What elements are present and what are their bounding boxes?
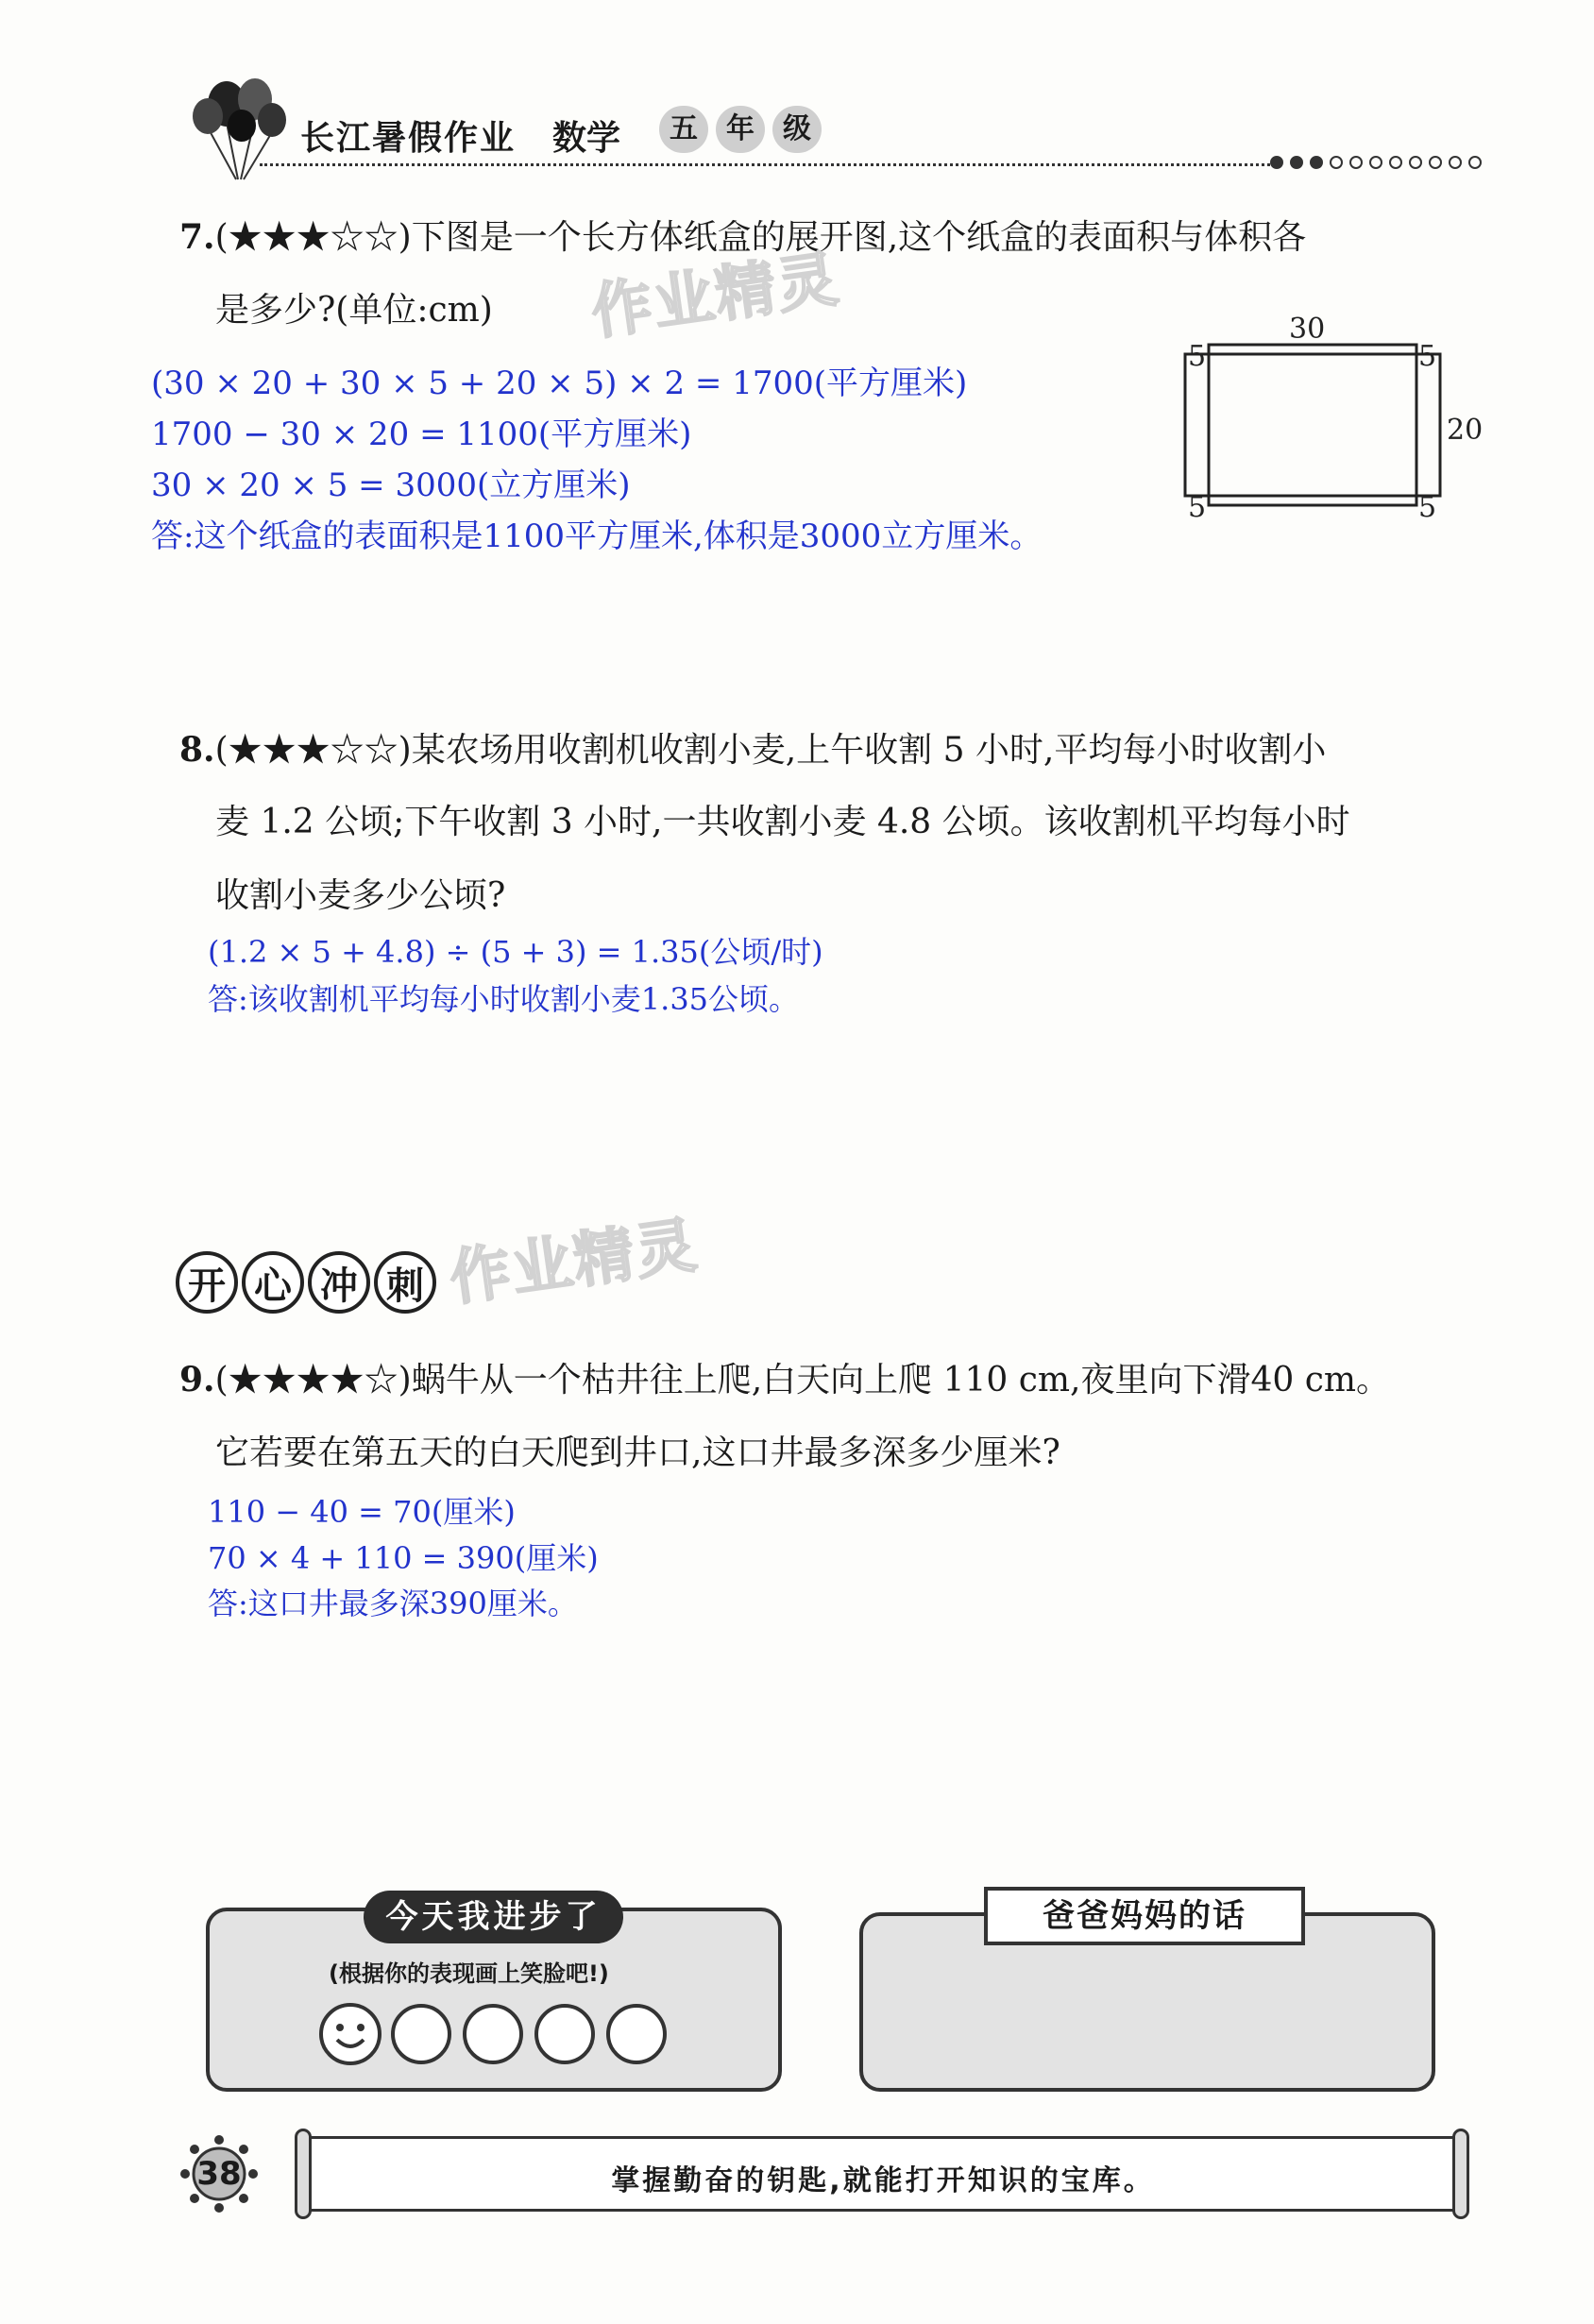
answer-line: 答:这口井最多深390厘米。	[208, 1586, 578, 1621]
progress-hint: (根据你的表现画上笑脸吧!)	[329, 1960, 609, 1987]
difficulty-stars: (★★★☆☆)	[214, 731, 412, 770]
dim-label: 20	[1447, 414, 1483, 447]
dim-label: 5	[1418, 491, 1437, 524]
problem-9-line1	[179, 1362, 1390, 1399]
book-title: 长江暑假作业	[300, 119, 517, 158]
problem-8-line3: 收割小麦多少公顷?	[215, 876, 506, 915]
answer-line: 1700 − 30 × 20 = 1100(平方厘米)	[151, 416, 692, 453]
grade-char: 年	[716, 106, 765, 153]
answer-line: 70 × 4 + 110 = 390(厘米)	[208, 1540, 599, 1576]
problem-number: 7.	[179, 217, 215, 257]
problem-7-line2: 是多少?(单位:cm)	[215, 291, 493, 330]
banner-char: 开	[176, 1251, 238, 1314]
answer-line: (1.2 × 5 + 4.8) ÷ (5 + 3) = 1.35(公顷/时)	[208, 934, 823, 970]
parents-title: 爸爸妈妈的话	[984, 1887, 1305, 1945]
watermark: 作业精灵	[586, 244, 844, 348]
net-bottom-flap	[1209, 496, 1416, 505]
answer-line: 答:这个纸盒的表面积是1100平方厘米,体积是3000立方厘米。	[151, 517, 1043, 555]
blank-face-circle[interactable]	[463, 2004, 523, 2064]
banner-char: 心	[242, 1251, 304, 1314]
header-dots	[1270, 156, 1482, 169]
blank-face-circle[interactable]	[391, 2004, 451, 2064]
problem-8-line1	[179, 732, 1326, 769]
blank-face-circle[interactable]	[534, 2004, 595, 2064]
problem-text: 下图是一个长方体纸盒的展开图,这个纸盒的表面积与体积各	[411, 218, 1307, 257]
net-top-flap	[1209, 345, 1416, 354]
net-bottom-face	[1209, 354, 1416, 496]
answer-line: 答:该收割机平均每小时收割小麦1.35公顷。	[208, 981, 800, 1017]
balloons-icon	[189, 71, 288, 184]
section-banner	[176, 1251, 436, 1314]
blank-face-circle[interactable]	[606, 2004, 667, 2064]
dim-label: 5	[1188, 491, 1207, 524]
difficulty-stars: (★★★☆☆)	[214, 218, 412, 257]
dim-label: 30	[1289, 316, 1326, 346]
problem-number: 8.	[179, 730, 215, 770]
problem-text: 蜗牛从一个枯井往上爬,白天向上爬 110 cm,夜里向下滑40 cm。	[411, 1361, 1391, 1399]
answer-line: 30 × 20 × 5 = 3000(立方厘米)	[151, 466, 631, 504]
grade-badge	[659, 106, 822, 153]
problem-text: 某农场用收割机收割小麦,上午收割 5 小时,平均每小时收割小	[411, 731, 1327, 770]
subject-label: 数学	[552, 119, 621, 158]
problem-9-line2: 它若要在第五天的白天爬到井口,这口井最多深多少厘米?	[215, 1433, 1060, 1472]
answer-line: 110 − 40 = 70(厘米)	[208, 1494, 516, 1530]
answer-line: (30 × 20 + 30 × 5 + 20 × 5) × 2 = 1700(平方厘米)	[151, 365, 968, 402]
smiley-face-icon[interactable]	[318, 2002, 382, 2066]
dim-label: 5	[1418, 340, 1437, 373]
motto-text: 掌握勤奋的钥匙,就能打开知识的宝库。	[611, 2164, 1155, 2197]
header-divider	[260, 163, 1270, 166]
page-number: 38	[196, 2155, 242, 2193]
difficulty-stars: (★★★★☆)	[214, 1361, 412, 1399]
progress-title: 今天我进步了	[364, 1891, 623, 1943]
watermark: 作业精灵	[445, 1210, 703, 1315]
box-net-diagram	[1180, 316, 1483, 534]
problem-number: 9.	[179, 1360, 215, 1399]
problem-7-line1	[179, 219, 1306, 256]
problem-8-line2: 麦 1.2 公顷;下午收割 3 小时,一共收割小麦 4.8 公顷。该收割机平均每小时	[215, 803, 1350, 841]
dim-label: 5	[1188, 340, 1207, 373]
grade-char: 级	[772, 106, 822, 153]
grade-char: 五	[659, 106, 708, 153]
net-right-flap	[1416, 354, 1440, 496]
banner-char: 刺	[374, 1251, 436, 1314]
net-left-flap	[1185, 354, 1209, 496]
banner-char: 冲	[308, 1251, 370, 1314]
